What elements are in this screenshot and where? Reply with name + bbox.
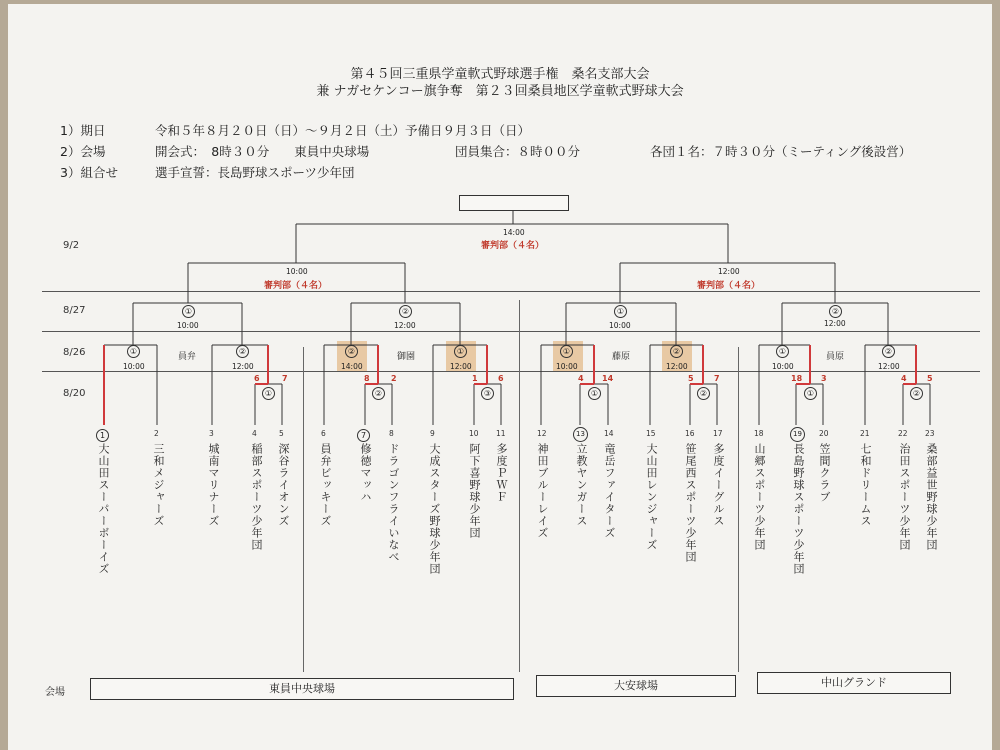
team-number: 3 [209, 429, 214, 438]
team-number: 12 [537, 429, 547, 438]
team-name: 多度イーグルス [712, 443, 725, 527]
team-number: 20 [819, 429, 829, 438]
team-name: 七和ドリームス [859, 443, 872, 527]
team-name: 大山田レンジャーズ [645, 443, 658, 551]
team-number: 8 [389, 429, 394, 438]
team-number: 9 [430, 429, 435, 438]
team-name: 山郷スポーツ少年団 [753, 443, 766, 551]
score-number: 14 [602, 374, 614, 383]
team-number: 10 [469, 429, 479, 438]
team-number: 22 [898, 429, 908, 438]
team-number: 15 [646, 429, 656, 438]
pairing-label: 3）組合せ [60, 165, 118, 180]
team-name: 竜岳ファイターズ [603, 443, 616, 539]
team-name: 修徳マッハ [359, 443, 372, 503]
final-time: 14:00 [503, 228, 525, 237]
r1-match-marker: ② [372, 387, 385, 400]
qf-match-marker: ② [399, 305, 412, 318]
team-name: 阿下喜野球少年団 [468, 443, 481, 539]
team-number: 2 [154, 429, 159, 438]
score-number: 7 [282, 374, 288, 383]
r1-match-marker: ① [262, 387, 275, 400]
region-label: 員弁 [178, 352, 197, 362]
venue-row-label: 会場 [45, 687, 65, 698]
r1-match-marker: ② [697, 387, 710, 400]
opening-ceremony: 開会式： 8時３０分 東員中央球場 [155, 144, 370, 159]
date-label: 1）期日 [60, 123, 106, 138]
document-subtitle: 兼 ナガセケンコー旗争奪 第２３回桑員地区学童軟式野球大会 [316, 84, 684, 99]
team-name: 立教ヤンガース [575, 443, 588, 527]
team-name: 深谷ライオンズ [277, 443, 290, 527]
team-name: 笹尾西スポーツ少年団 [684, 443, 697, 563]
team-name: 稲部スポーツ少年団 [250, 443, 263, 551]
score-number: 3 [821, 374, 827, 383]
r2-time: 12:00 [666, 362, 688, 371]
r2-match-marker: ① [776, 345, 789, 358]
team-number: 16 [685, 429, 695, 438]
score-number: 5 [927, 374, 933, 383]
date-final: 9/2 [63, 240, 80, 251]
team-name: 桑部益世野球少年団 [925, 443, 938, 551]
qf-match-marker: ② [829, 305, 842, 318]
team-seed-circle: 1 [96, 429, 109, 442]
team-name: 城南マリナーズ [207, 443, 220, 527]
player-oath: 選手宣誓：長島野球スポーツ少年団 [155, 165, 355, 180]
team-name: 員弁ビッキーズ [319, 443, 332, 527]
captain-time: 各団１名：７時３０分（ミーティング後設営） [650, 144, 912, 159]
team-number: 21 [860, 429, 870, 438]
score-number: 6 [498, 374, 504, 383]
r2-time: 10:00 [772, 362, 794, 371]
team-name: 治田スポーツ少年団 [898, 443, 911, 551]
semi-left-umpire: 審判部（４名） [264, 281, 328, 291]
score-number: 8 [364, 374, 370, 383]
region-label: 員原 [826, 352, 845, 362]
r1-match-marker: ③ [481, 387, 494, 400]
semi-left-time: 10:00 [286, 267, 308, 276]
r2-match-marker: ② [236, 345, 249, 358]
r2-time: 10:00 [123, 362, 145, 371]
score-number: 2 [391, 374, 397, 383]
qf-time: 10:00 [609, 321, 631, 330]
score-number: 6 [254, 374, 260, 383]
team-name: 長島野球スポーツ少年団 [792, 443, 805, 575]
final-umpire: 審判部（４名） [481, 241, 545, 251]
team-number: 23 [925, 429, 935, 438]
qf-time: 12:00 [394, 321, 416, 330]
r2-match-marker: ② [882, 345, 895, 358]
team-number: 14 [604, 429, 614, 438]
semi-right-umpire: 審判部（４名） [697, 281, 761, 291]
team-name: 三和メジャーズ [152, 443, 165, 527]
r2-time: 14:00 [341, 362, 363, 371]
date-value: 令和５年８月２０日（日）～９月２日（土）予備日９月３日（日） [155, 123, 531, 138]
r1-match-marker: ① [588, 387, 601, 400]
document-title: 第４５回三重県学童軟式野球選手権 桑名支部大会 [350, 67, 650, 82]
r2-time: 12:00 [450, 362, 472, 371]
team-number: 18 [754, 429, 764, 438]
venue-daian-stadium: 大安球場 [536, 675, 736, 697]
qf-time: 10:00 [177, 321, 199, 330]
date-r2: 8/26 [63, 347, 86, 358]
team-number: 6 [321, 429, 326, 438]
team-number: 4 [252, 429, 257, 438]
team-name: 笠間クラブ [818, 443, 831, 503]
region-label: 御園 [397, 352, 416, 362]
team-seed-circle: 13 [573, 427, 588, 442]
r2-time: 12:00 [232, 362, 254, 371]
team-name: 多度ＰＷＦ [495, 443, 508, 503]
date-qf: 8/27 [63, 305, 86, 316]
r2-time: 12:00 [878, 362, 900, 371]
score-number: 7 [714, 374, 720, 383]
venue-nakayama-ground: 中山グランド [757, 672, 951, 694]
team-name: 大成スターズ野球少年団 [428, 443, 441, 575]
date-r1: 8/20 [63, 388, 86, 399]
team-name: 大山田スーパーボーイズ [97, 443, 110, 575]
qf-match-marker: ① [614, 305, 627, 318]
qf-match-marker: ① [182, 305, 195, 318]
team-name: 神田ブルーレイズ [536, 443, 549, 539]
team-seed-circle: 19 [790, 427, 805, 442]
r2-match-marker: ② [670, 345, 683, 358]
score-number: 4 [901, 374, 907, 383]
semi-right-time: 12:00 [718, 267, 740, 276]
venue-label: 2）会場 [60, 144, 106, 159]
assembly-time: 団員集合：８時００分 [455, 144, 581, 159]
team-seed-circle: 7 [357, 429, 370, 442]
score-number: 5 [688, 374, 694, 383]
team-number: 5 [279, 429, 284, 438]
r1-match-marker: ① [804, 387, 817, 400]
r2-match-marker: ① [127, 345, 140, 358]
qf-time: 12:00 [824, 319, 846, 328]
r1-match-marker: ② [910, 387, 923, 400]
r2-match-marker: ① [560, 345, 573, 358]
score-number: 4 [578, 374, 584, 383]
team-name: ドラゴンフライいなべ [387, 443, 400, 563]
team-number: 11 [496, 429, 506, 438]
r2-match-marker: ① [454, 345, 467, 358]
venue-toin-stadium: 東員中央球場 [90, 678, 514, 700]
score-number: 1 [472, 374, 478, 383]
region-label: 藤原 [612, 352, 631, 362]
score-number: 18 [791, 374, 803, 383]
r2-time: 10:00 [556, 362, 578, 371]
team-number: 17 [713, 429, 723, 438]
r2-match-marker: ② [345, 345, 358, 358]
